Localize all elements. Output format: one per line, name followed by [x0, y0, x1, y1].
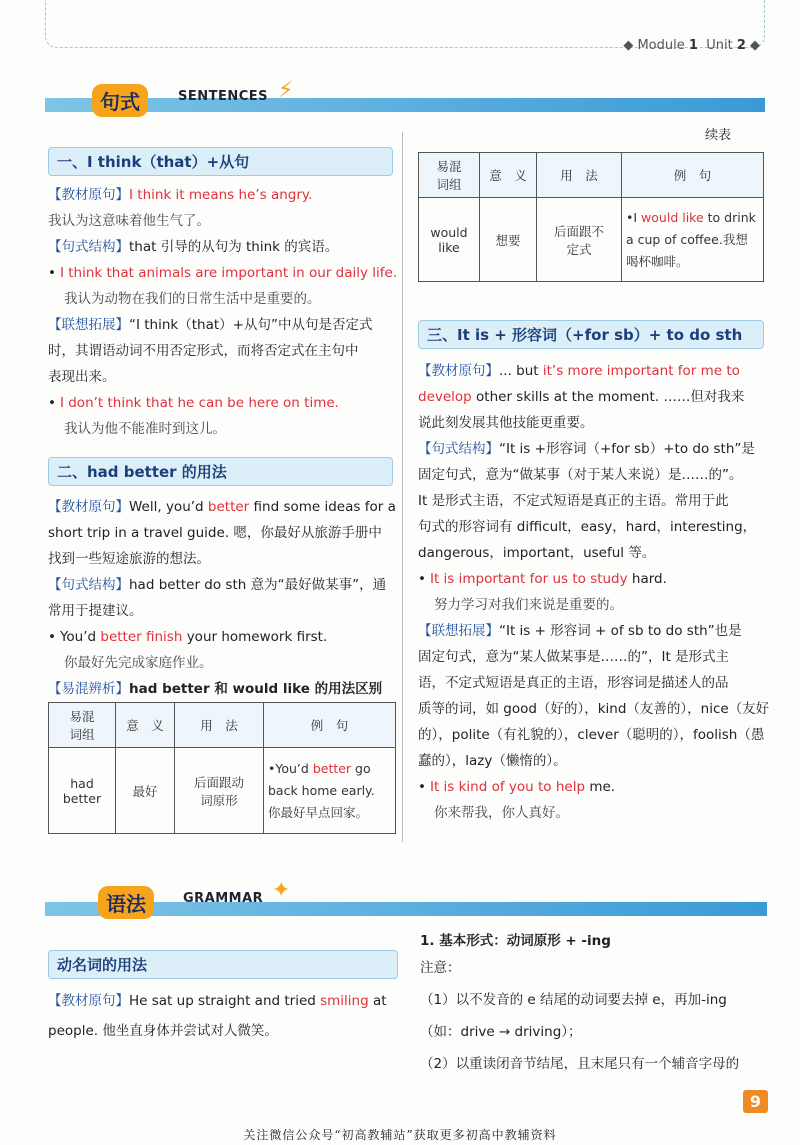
td-meaning: 想要 [480, 198, 537, 282]
ext-tag: 【联想拓展】 [418, 623, 499, 639]
s3-ext-l6: 蠢的），lazy（懒惰的）。 [418, 753, 567, 769]
s3-struct-l5: dangerous，important，useful 等。 [418, 545, 656, 561]
s2-ex-b: better finish [100, 629, 183, 645]
th-usage: 用 法 [175, 703, 264, 748]
orig-tag: 【教材原句】 [48, 187, 129, 203]
s3-ex1-b: hard. [627, 571, 667, 587]
lightning-icon: ⚡ [278, 78, 294, 103]
page-number: 9 [743, 1090, 768, 1113]
g1-title: 动名词的用法 [48, 950, 398, 979]
s1-body [48, 182, 398, 442]
s3-ex1-cn: 努力学习对我们来说是重要的。 [434, 597, 623, 613]
s3-ext-l2: 固定句式，意为“某人做某事是……的”，It 是形式主 [418, 649, 730, 665]
s3-title: 三、It is + 形容词（+for sb）+ to do sth [418, 320, 764, 349]
s1-orig-cn: 我认为这意味着他生气了。 [48, 213, 210, 229]
s2-ex-a: You’d [59, 629, 101, 645]
runner-icon: ✦ [272, 878, 291, 903]
s3-ext-l3: 语，不定式短语是真正的主语，形容词是描述人的品 [418, 675, 729, 691]
g1-orig-a: He sat up straight and tried [129, 993, 321, 1009]
s3-ex2-a: It is kind of you to help [429, 779, 586, 795]
s3-orig-l3: 说此刻发展其他技能更重要。 [418, 415, 594, 431]
orig-tag: 【教材原句】 [418, 363, 499, 379]
t2-ex-b: would like [641, 209, 704, 225]
s3-orig-c: develop [418, 389, 472, 405]
t2-ex-c: to drink a cup of coffee. [626, 209, 756, 247]
s2-title: 二、had better 的用法 [48, 457, 393, 486]
s3-struct-l3: It 是形式主语，不定式短语是真正的主语。常用于此 [418, 493, 729, 509]
grammar-eng-label: GRAMMAR [183, 891, 264, 906]
s2-struct-l2: 常用于提建议。 [48, 603, 143, 619]
continued-label: 续表 [705, 128, 732, 143]
s3-struct-l4: 句式的形容词有 difficult，easy，hard，interesting， [418, 519, 757, 535]
th-word: 易混 词组 [49, 703, 116, 748]
g2-note: 注意： [420, 960, 461, 976]
g1-orig-l2: people. 他坐直身体并尝试对人微笑。 [48, 1023, 278, 1039]
t1-ex-c: go back home early. [268, 760, 375, 798]
t2-ex-cn: 我想喝杯咖啡。 [626, 231, 748, 269]
sentences-eng-label: SENTENCES [178, 89, 269, 104]
s1-example2-cn: 我认为他不能准时到这儿。 [64, 421, 226, 437]
g2-rule1b: （如：drive → driving）； [420, 1024, 582, 1040]
s2-ex-cn: 你最好先完成家庭作业。 [64, 655, 213, 671]
td-usage: 后面跟动 词原形 [175, 748, 264, 834]
s1-orig-en: I think it means he’s angry. [129, 187, 313, 203]
s3-ext-l4: 质等的词，如 good（好的），kind（友善的），nice（友好 [418, 701, 770, 717]
th-word: 易混 词组 [419, 153, 480, 198]
s3-ext-l5: 的），polite（有礼貌的），clever（聪明的），foolish（愚 [418, 727, 765, 743]
compare-table-had-better [48, 702, 396, 834]
struct-tag: 【句式结构】 [48, 239, 129, 255]
sentences-bar [45, 98, 765, 112]
td-word: would like [419, 198, 480, 282]
module-label: Module [637, 38, 685, 53]
s3-orig-a: ... but [499, 363, 543, 379]
s2-orig-l3: 找到一些短途旅游的想法。 [48, 551, 210, 567]
td-example: •I would like to drink a cup of coffee.我想喝杯咖啡。 [622, 198, 764, 282]
td-word: had better [49, 748, 116, 834]
g2-rule1: （1）以不发音的 e 结尾的动词要去掉 e，再加-ing [420, 992, 727, 1008]
column-divider [402, 132, 403, 842]
t2-ex-a: I [633, 209, 642, 225]
diff-tag: 【易混辨析】 [48, 681, 129, 697]
s3-orig-b: it’s more important for me to [542, 363, 740, 379]
orig-tag: 【教材原句】 [48, 993, 129, 1009]
s3-orig-d: other skills at the moment. ……但对我来 [471, 389, 745, 405]
s1-example1-cn: 我认为动物在我们的日常生活中是重要的。 [64, 291, 321, 307]
s1-title: 一、I think（that）+从句 [48, 147, 393, 176]
s1-ext-l1: “I think（that）+从句”中从句是否定式 [129, 317, 373, 333]
s2-body [48, 494, 398, 702]
s2-diff-text: had better 和 would like 的用法区别 [129, 681, 383, 697]
td-example: •You’d better go back home early. 你最好早点回家。 [264, 748, 396, 834]
t1-ex-b: better [312, 760, 352, 776]
g1-orig-c: at [368, 993, 387, 1009]
s1-ext-l2: 时，其谓语动词不用否定形式，而将否定式在主句中 [48, 343, 359, 359]
t1-ex-a: You’d [275, 760, 313, 776]
unit-number: 2 [736, 38, 746, 53]
th-example: 例 句 [264, 703, 396, 748]
g1-body [48, 986, 400, 1046]
s2-orig-c: find some ideas for a [249, 499, 396, 515]
struct-tag: 【句式结构】 [48, 577, 129, 593]
running-header: ◆ Module 1 Unit 2 ◆ [623, 38, 760, 53]
s3-struct-l2: 固定句式，意为“做某事（对于某人来说）是……的”。 [418, 467, 743, 483]
orig-tag: 【教材原句】 [48, 499, 129, 515]
s3-ex2-cn: 你来帮我，你人真好。 [434, 805, 569, 821]
th-meaning: 意 义 [480, 153, 537, 198]
s2-struct-l1: had better do sth 意为“最好做某事”，通 [129, 577, 387, 593]
td-meaning: 最好 [116, 748, 175, 834]
s2-orig-l2: short trip in a travel guide. 嗯，你最好从旅游手册中 [48, 525, 382, 541]
g2-rule2: （2）以重读闭音节结尾，且末尾只有一个辅音字母的 [420, 1056, 740, 1072]
th-meaning: 意 义 [116, 703, 175, 748]
s1-struct-text: that 引导的从句为 think 的宾语。 [129, 239, 339, 255]
g1-orig-b: smiling [320, 993, 369, 1009]
th-example: 例 句 [622, 153, 764, 198]
s2-orig-a: Well, you’d [129, 499, 208, 515]
unit-label: Unit [706, 38, 733, 53]
td-usage: 后面跟不 定式 [537, 198, 622, 282]
s1-example2-en: • I don’t think that he can be here on time. [48, 390, 398, 416]
g2-title: 1. 基本形式：动词原形 + -ing [420, 933, 611, 949]
sentences-label: 句式 [92, 84, 148, 117]
ext-tag: 【联想拓展】 [48, 317, 129, 333]
t1-ex-cn: 你最好早点回家。 [268, 804, 369, 820]
s1-example1-en: • I think that animals are important in our daily life. [48, 260, 398, 286]
grammar-label: 语法 [98, 886, 154, 919]
compare-table-would-like [418, 152, 764, 282]
s3-ex2-b: me. [585, 779, 616, 795]
footer-text: 关注微信公众号“初高教辅站”获取更多初高中教辅资料 [243, 1128, 557, 1142]
s1-ext-l3: 表现出来。 [48, 369, 116, 385]
struct-tag: 【句式结构】 [418, 441, 499, 457]
s2-orig-b: better [207, 499, 250, 515]
s3-body [418, 358, 768, 826]
s3-ex1-a: It is important for us to study [429, 571, 628, 587]
s3-ext-l1: “It is + 形容词 + of sb to do sth”也是 [499, 623, 742, 639]
g2-body [420, 930, 770, 1080]
module-number: 1 [688, 38, 698, 53]
s2-ex-c: your homework first. [182, 629, 328, 645]
th-usage: 用 法 [537, 153, 622, 198]
s3-struct-l1: “It is +形容词（+for sb）+to do sth”是 [499, 441, 755, 457]
